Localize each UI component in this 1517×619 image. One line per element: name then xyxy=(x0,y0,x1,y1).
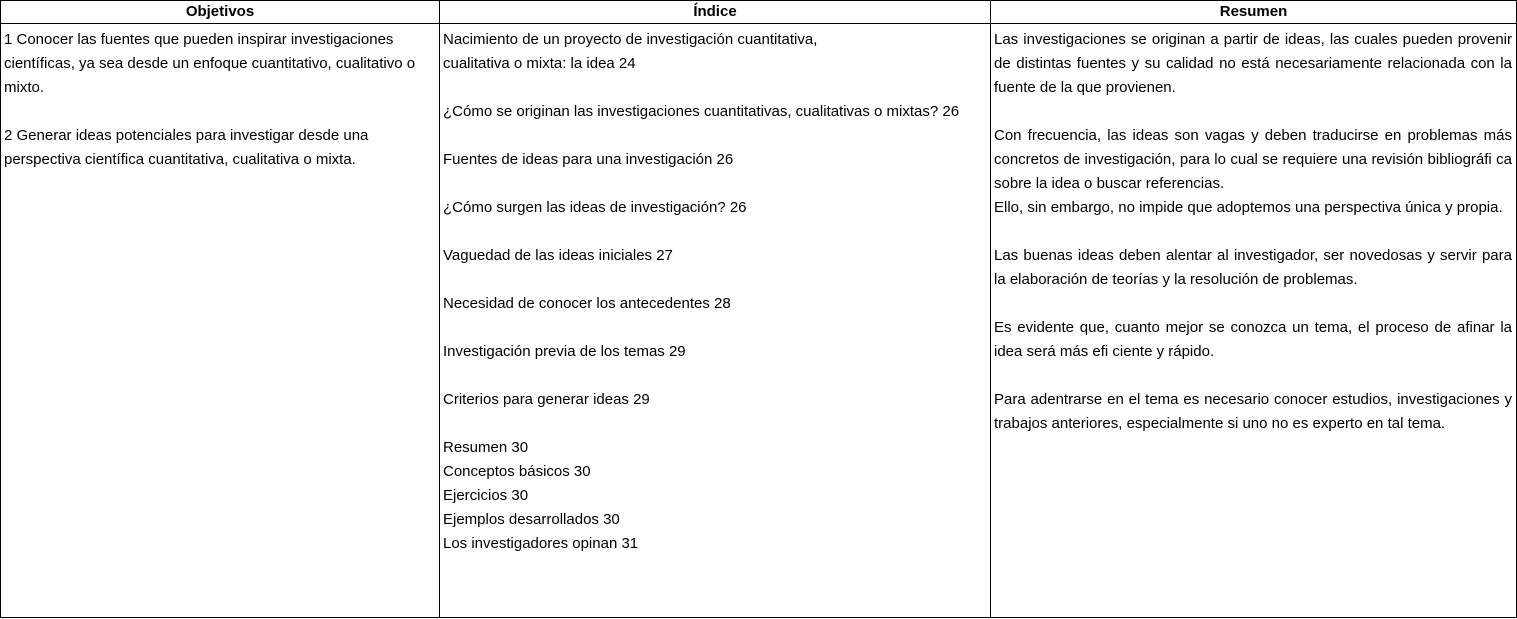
index-item: Los investigadores opinan 31 xyxy=(443,535,639,552)
cell-objetivos[interactable] xyxy=(1,24,440,618)
index-item: Necesidad de conocer los antecedentes 28 xyxy=(443,295,731,312)
index-item: Ejercicios 30 xyxy=(443,487,529,504)
resumen-paragraph: Para adentrarse en el tema es necesario conocer estudios, investigaciones y trabajos anteriores, especialmente si uno no es experto en tal tema. xyxy=(994,391,1512,432)
cell-resumen[interactable] xyxy=(991,24,1517,618)
index-item: cualitativa o mixta: la idea 24 xyxy=(443,55,636,72)
header-indice[interactable]: Índice xyxy=(440,1,991,24)
index-item: Investigación previa de los temas 29 xyxy=(443,343,686,360)
index-item: ¿Cómo se originan las investigaciones cuantitativas, cualitativas o mixtas? 26 xyxy=(443,103,960,120)
index-item: Vaguedad de las ideas iniciales 27 xyxy=(443,247,673,264)
resumen-paragraph: Con frecuencia, las ideas son vagas y deben traducirse en problemas más concretos de investigación, para lo cual se requiere una revisión bibliográfi ca sobre la idea o buscar referencias. xyxy=(994,127,1512,192)
objetivo-2: 2 Generar ideas potenciales para investigar desde una perspectiva científica cuantitativa, cualitativa o mixta. xyxy=(4,127,369,168)
resumen-paragraph: Las investigaciones se originan a partir de ideas, las cuales pueden provenir de distintas fuentes y su calidad no está necesariamente relacionada con la fuente de la que provienen. xyxy=(994,31,1512,96)
resumen-paragraph: Las buenas ideas deben alentar al investigador, ser novedosas y servir para la elaboración de teorías y la resolución de problemas. xyxy=(994,247,1512,288)
cell-indice[interactable] xyxy=(440,24,991,618)
content-row xyxy=(1,24,1517,618)
index-item: ¿Cómo surgen las ideas de investigación? 26 xyxy=(443,199,747,216)
header-objetivos[interactable]: Objetivos xyxy=(1,1,440,24)
header-resumen[interactable]: Resumen xyxy=(991,1,1517,24)
index-item: Criterios para generar ideas 29 xyxy=(443,391,650,408)
index-item: Resumen 30 xyxy=(443,439,529,456)
index-item: Conceptos básicos 30 xyxy=(443,463,591,480)
header-row xyxy=(1,1,1517,24)
index-item: Ejemplos desarrollados 30 xyxy=(443,511,620,528)
resumen-paragraph: Es evidente que, cuanto mejor se conozca un tema, el proceso de afinar la idea será más efi ciente y rápido. xyxy=(994,319,1512,360)
index-item: Fuentes de ideas para una investigación 26 xyxy=(443,151,734,168)
resumen-paragraph: Ello, sin embargo, no impide que adoptemos una perspectiva única y propia. xyxy=(994,199,1503,216)
index-item: Nacimiento de un proyecto de investigación cuantitativa, xyxy=(443,31,818,48)
objetivo-1: 1 Conocer las fuentes que pueden inspirar investigaciones científicas, ya sea desde un enfoque cuantitativo, cualitativo o mixto. xyxy=(4,31,416,96)
